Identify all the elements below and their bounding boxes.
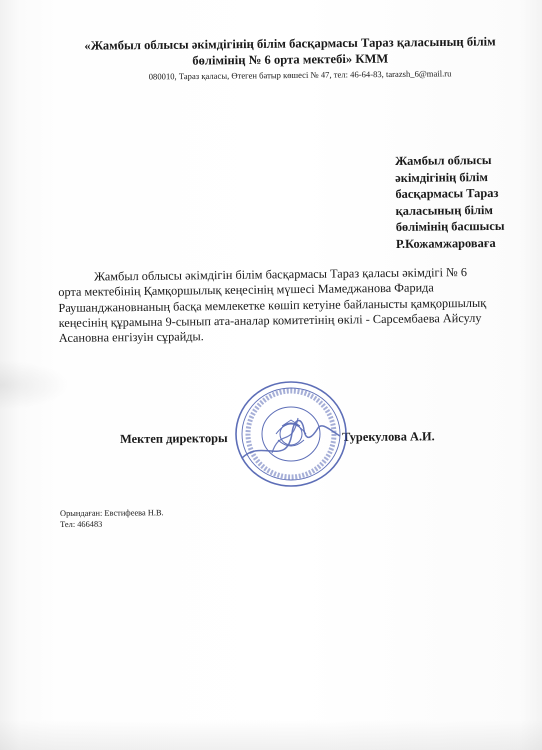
addressee-line: Жамбыл облысы [395, 152, 492, 168]
letter-body [58, 265, 504, 347]
addressee-line: қаласының білім [395, 202, 493, 218]
letterhead-title-line-1: «Жамбыл облысы әкімдігінің білім басқармасы Тараз қаласының білім [84, 34, 496, 53]
executor-name: Орындаған: Евстифеева Н.В. [60, 508, 164, 518]
body-line: Жамбыл облысы әкімдігін білім басқармасы Тараз қаласы әкімдігі № 6 [93, 265, 468, 284]
letterhead-title [60, 33, 520, 70]
executor-phone: Тел: 466483 [60, 519, 103, 529]
letterhead-title-line-2: бөлімінің № 6 орта мектебі» КММ [192, 51, 389, 68]
executor-block [60, 507, 260, 530]
official-stamp [232, 378, 350, 490]
body-line: орта мектебінің Қамқоршылық кеңесінің мүшесі Мамеджанова Фарида [58, 280, 434, 300]
body-line: кеңесінің құрамына 9-сынып ата-аналар комитетінің өкілі - Сарсембаева Айсулу [58, 310, 482, 330]
signatory-role: Мектеп директоры [120, 431, 228, 446]
signatory-name: Турекулова А.И. [341, 429, 435, 445]
addressee-block [395, 152, 536, 253]
scan-shadow [0, 360, 70, 410]
body-line: Асановна енгізуін сұрайды. [58, 329, 204, 346]
letterhead-address: 080010, Тараз қаласы, Өтеген батыр көшесі № 47, тел: 46-64-83, tarazsh_6@mail.ru [148, 68, 452, 82]
scan-edge [0, 720, 542, 750]
addressee-line: бөлімінің басшысы [395, 219, 505, 235]
addressee-line: әкімдігінің білім [395, 169, 488, 185]
addressee-line: Р.Кожамжароваға [395, 235, 496, 251]
body-line: Раушанджановнаның басқа мемлекетке көшіп кетуіне байланысты қамқоршылық [58, 295, 487, 315]
addressee-line: басқармасы Тараз [395, 186, 499, 202]
